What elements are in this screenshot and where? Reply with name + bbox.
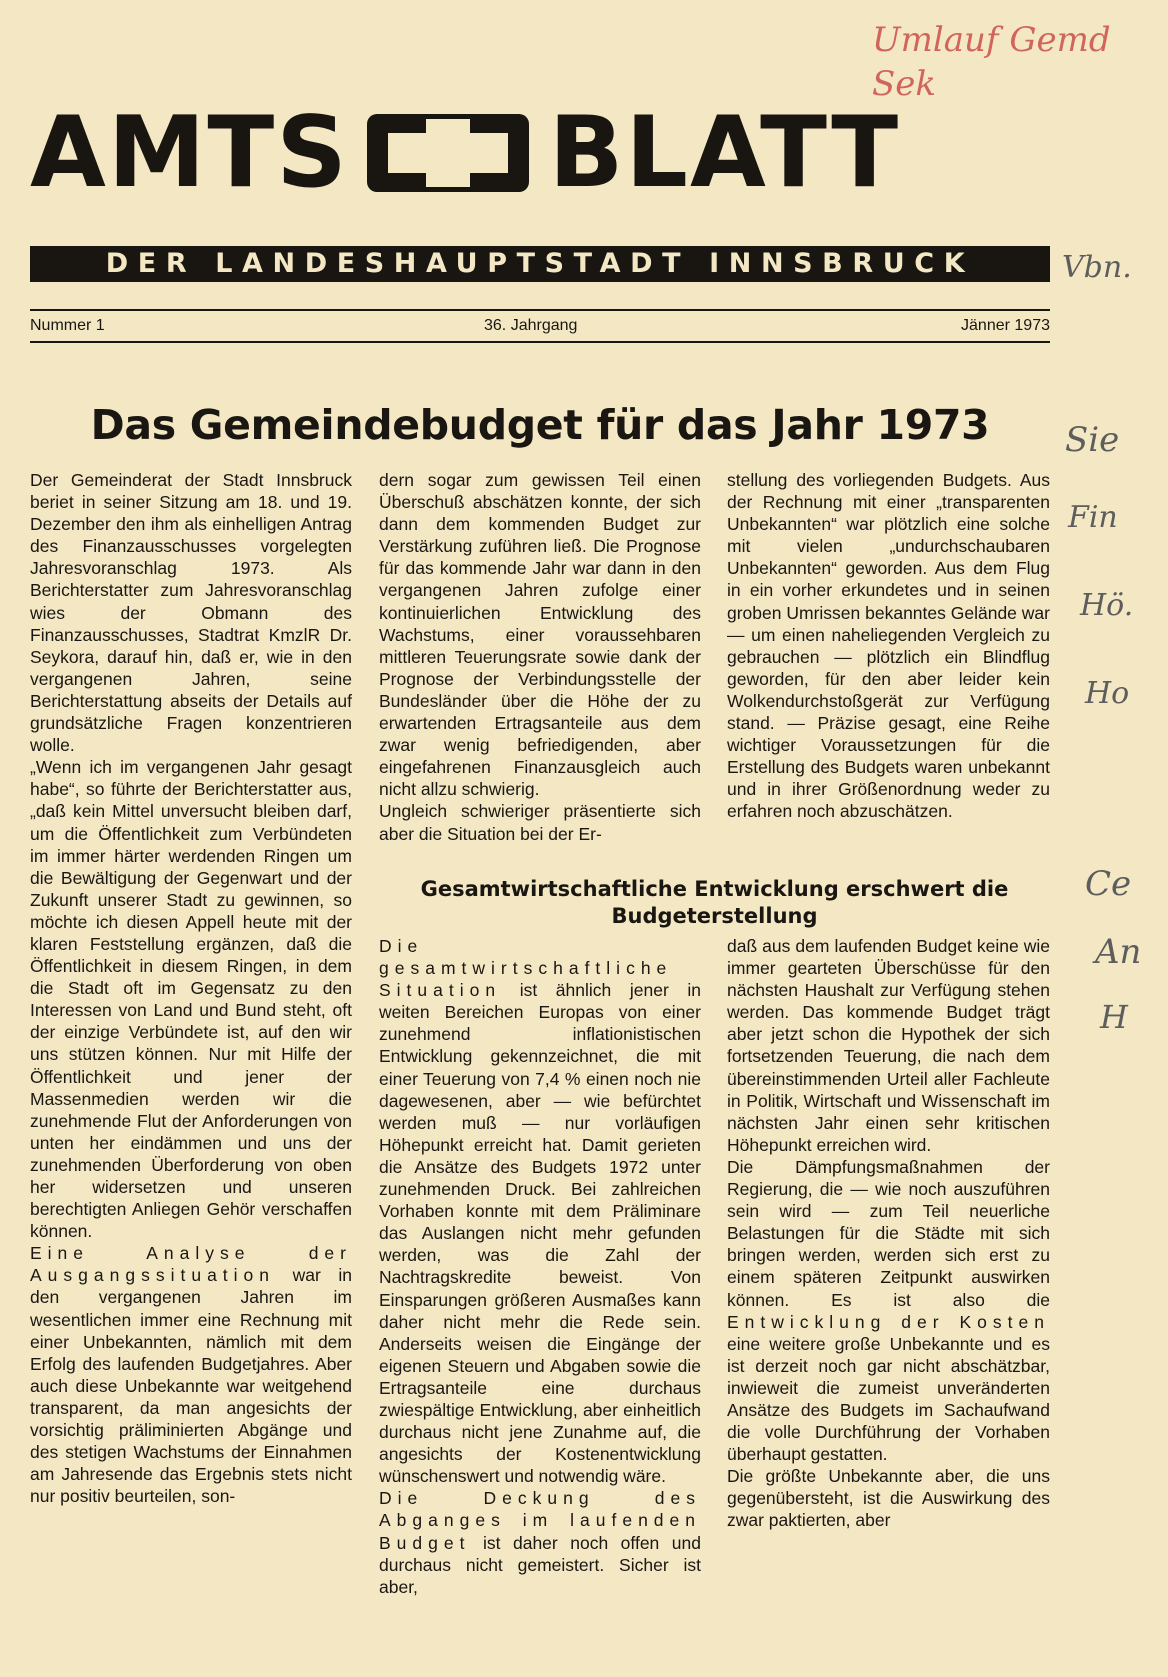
- paragraph: [727, 1156, 1050, 1465]
- handwritten-margin-note: H: [1100, 998, 1128, 1036]
- paragraph-text: eine weitere große Unbekannte und es ist derzeit noch gar nicht abschätzbar, inwieweit die zumeist unveränderten Ansätze des Budgets im Sachaufwand die volle Durchführung der Vorhaben überhaupt gestatten.: [727, 1333, 1050, 1465]
- paragraph: Die größte Unbekannte aber, die uns gegenübersteht, ist die Auswirkung des zwar paktierten, aber: [727, 1466, 1050, 1531]
- issue-volume: 36. Jahrgang: [484, 317, 578, 334]
- handwritten-margin-note: Sie: [1065, 420, 1120, 460]
- handwritten-margin-note: Fin: [1068, 500, 1118, 535]
- paragraph: Ungleich schwieriger präsentierte sich aber die Situation bei der Er-: [379, 801, 701, 844]
- article-column-1: [30, 469, 352, 1507]
- paragraph: stellung des vorliegenden Budgets. Aus der Rechnung mit einer „transparenten Unbekannten“ war plötzlich eine solche mit vielen „undurchschaubaren Unbekannten“ geworden. Aus dem Flug in ein vorher erkundetes und in seinen groben Umrissen bekanntes Gelände war — um einen naheliegenden Vergleich zu gebrauchen — plötzlich ein Blindflug geworden, für den aber leider kein Wolkendurchstoßgerät zur Verfügung stand. — Präzise gesagt, eine Reihe wichtiger Voraussetzungen für die Erstellung des Budgets waren unbekannt und in ihrer Größenordnung weder zu erfahren noch abzuschätzen.: [727, 470, 1050, 822]
- article-column-3: [727, 469, 1050, 823]
- handwritten-margin-note: Hö.: [1080, 588, 1134, 623]
- paragraph: „Wenn ich im vergangenen Jahr gesagt habe“, so führte der Berichterstatter aus, „daß kein Mittel unversucht bleiben darf, um die Öffentlichkeit zum Verbündeten im immer härter werdenden Ringen um die Bewältigung der Gegenwart und der Zukunft unserer Stadt zu gewinnen, so möchte ich diesen Appell heute mit der klaren Feststellung ergänzen, daß die Öffentlichkeit in diesem Ringen, in dem die Stadt oft im Gegensatz zu den Interessen von Land und Bund steht, oft der einzige Verbündete ist, auf den wir uns stützen können. Nur mit Hilfe der Öffentlichkeit und jener der Massenmedien werden wir die zunehmende Flut der Anforderungen von unten her eindämmen und uns der zunehmenden Überforderung von oben her widersetzen und unseren berechtigten Anliegen Gehör verschaffen können.: [30, 757, 352, 1242]
- paragraph: daß aus dem laufenden Budget keine wie immer gearteten Überschüsse für den nächsten Haushalt zur Verfügung stehen werden. Das kommende Budget trägt aber jetzt schon die Hypothek der sich fortsetzenden Teuerung, die nach dem übereinstimmenden Urteil aller Fachleute in Politik, Wirtschaft und Wissenschaft im nächsten Jahr einen sehr kritischen Höhepunkt erreichen wird.: [727, 936, 1050, 1155]
- masthead-subtitle: DER LANDESHAUPTSTADT INNSBRUCK: [30, 246, 1050, 282]
- paragraph-text: ist daher noch offen und durchaus nicht gemeistert. Sicher ist aber,: [379, 1532, 701, 1597]
- article-column-2: [379, 469, 701, 845]
- handwritten-red-note: Umlauf Gemd Sek: [872, 20, 1111, 104]
- handwritten-margin-note: An: [1095, 932, 1142, 972]
- handwritten-margin-note: Vbn.: [1062, 250, 1132, 285]
- paragraph: dern sogar zum gewissen Teil einen Überschuß abschätzen konnte, der sich dann dem kommenden Budget zur Verstärkung zuführen ließ. Die Prognose für das kommende Jahr war dann in den vergangenen Jahren zufolge einer kontinuierlichen Entwicklung des Wachstums, einer voraussehbaren mittleren Teuerungsrate sowie dank der Prognose der Verbindungsstelle der Bundesländer über die Höhe der zu erwartenden Ertragsanteile aus dem zwar wenig befriedigenden, aber eingefahrenen Finanzausgleich auch nicht allzu schwierig.: [379, 470, 701, 800]
- paragraph: [379, 1487, 701, 1597]
- masthead-title-left: AMTS: [30, 96, 349, 210]
- coat-of-arms-cross-icon: [367, 114, 529, 192]
- paragraph: [379, 935, 701, 1487]
- paragraph-text: ist ähnlich jener in weiten Bereichen Europas von einer zunehmend inflationistischen Entwicklung gekennzeichnet, die mit einer Teuerung von 7,4 % einen noch nie dagewesenen, aber — wie befürchtet werden muß — nur vorläufigen Höhepunkt erreicht hat. Damit gerieten die Ansätze des Budgets 1972 unter zunehmenden Druck. Bei zahlreichen Vorhaben konnte mit dem Präliminare das Auslangen nicht mehr gefunden werden, was die Zahl der Nachtragskredite beweist. Von Einsparungen größeren Ausmaßes kann daher nicht mehr die Rede sein. Anderseits weisen die Eingänge der eigenen Steuern und Abgaben sowie die Ertragsanteile eine durchaus zwiespältige Entwicklung, aber einheitlich durchaus nicht jene Zunahme auf, die angesichts der Kostenentwicklung wünschenswert und notwendig wäre.: [379, 980, 701, 1487]
- paragraph: [30, 1242, 352, 1507]
- emphasis: Die gesamtwirtschaftliche Situation: [379, 936, 673, 1001]
- article-column-2b: [379, 935, 701, 1598]
- section-subheading: Gesamtwirtschaftliche Entwicklung erschwert die Budgeterstellung: [420, 877, 1009, 928]
- bottom-rule: [30, 341, 1050, 343]
- issue-date: Jänner 1973: [961, 317, 1050, 334]
- emphasis: Die Deckung des Abganges im laufenden Budget: [379, 1488, 701, 1553]
- masthead-title-right: BLATT: [548, 96, 901, 210]
- top-rule: [30, 309, 1050, 311]
- handwritten-margin-note: Ho: [1085, 676, 1130, 711]
- masthead: [30, 96, 1050, 210]
- issue-number: Nummer 1: [30, 317, 105, 334]
- article-headline: Das Gemeindebudget für das Jahr 1973: [90, 401, 990, 449]
- handwritten-margin-note: Ce: [1085, 864, 1132, 904]
- paragraph-text: war in den vergangenen Jahren im wesentlichen immer eine Rechnung mit einer Unbekannten, nämlich mit dem Erfolg des laufenden Budgetjahres. Aber auch diese Unbekannte war weitgehend transparent, da man angesichts der vorsichtig präliminierten Abgänge und des stetigen Wachstums der Einnahmen am Jahresende das Ergebnis stets nicht nur positiv beurteilen, son-: [30, 1265, 352, 1507]
- issue-line: [30, 313, 1050, 339]
- emphasis: Entwicklung der Kosten: [727, 1311, 1050, 1332]
- paragraph: Der Gemeinderat der Stadt Innsbruck beriet in seiner Sitzung am 18. und 19. Dezember den ihm als einhelligen Antrag des Finanzausschusses vorgelegten Jahresvoranschlag 1973. Als Berichterstatter zum Jahresvoranschlag wies der Obmann des Finanzausschusses, Stadtrat KmzlR Dr. Seykora, darauf hin, daß er, wie in den vergangenen Jahren, seine Berichterstattung abseits der Details auf grundsätzliche Fragen konzentrieren wolle.: [30, 470, 352, 756]
- paragraph-text: Die Dämpfungsmaßnahmen der Regierung, die — wie noch auszuführen sein wird — zum Teil neuerliche Belastungen für die Städte mit sich bringen werden, werden sich erst zu einem späteren Zeitpunkt auswirken können. Es ist also die: [727, 1156, 1050, 1310]
- emphasis: Eine Analyse der Ausgangssituation: [30, 1243, 352, 1286]
- article-column-3b: [727, 935, 1050, 1532]
